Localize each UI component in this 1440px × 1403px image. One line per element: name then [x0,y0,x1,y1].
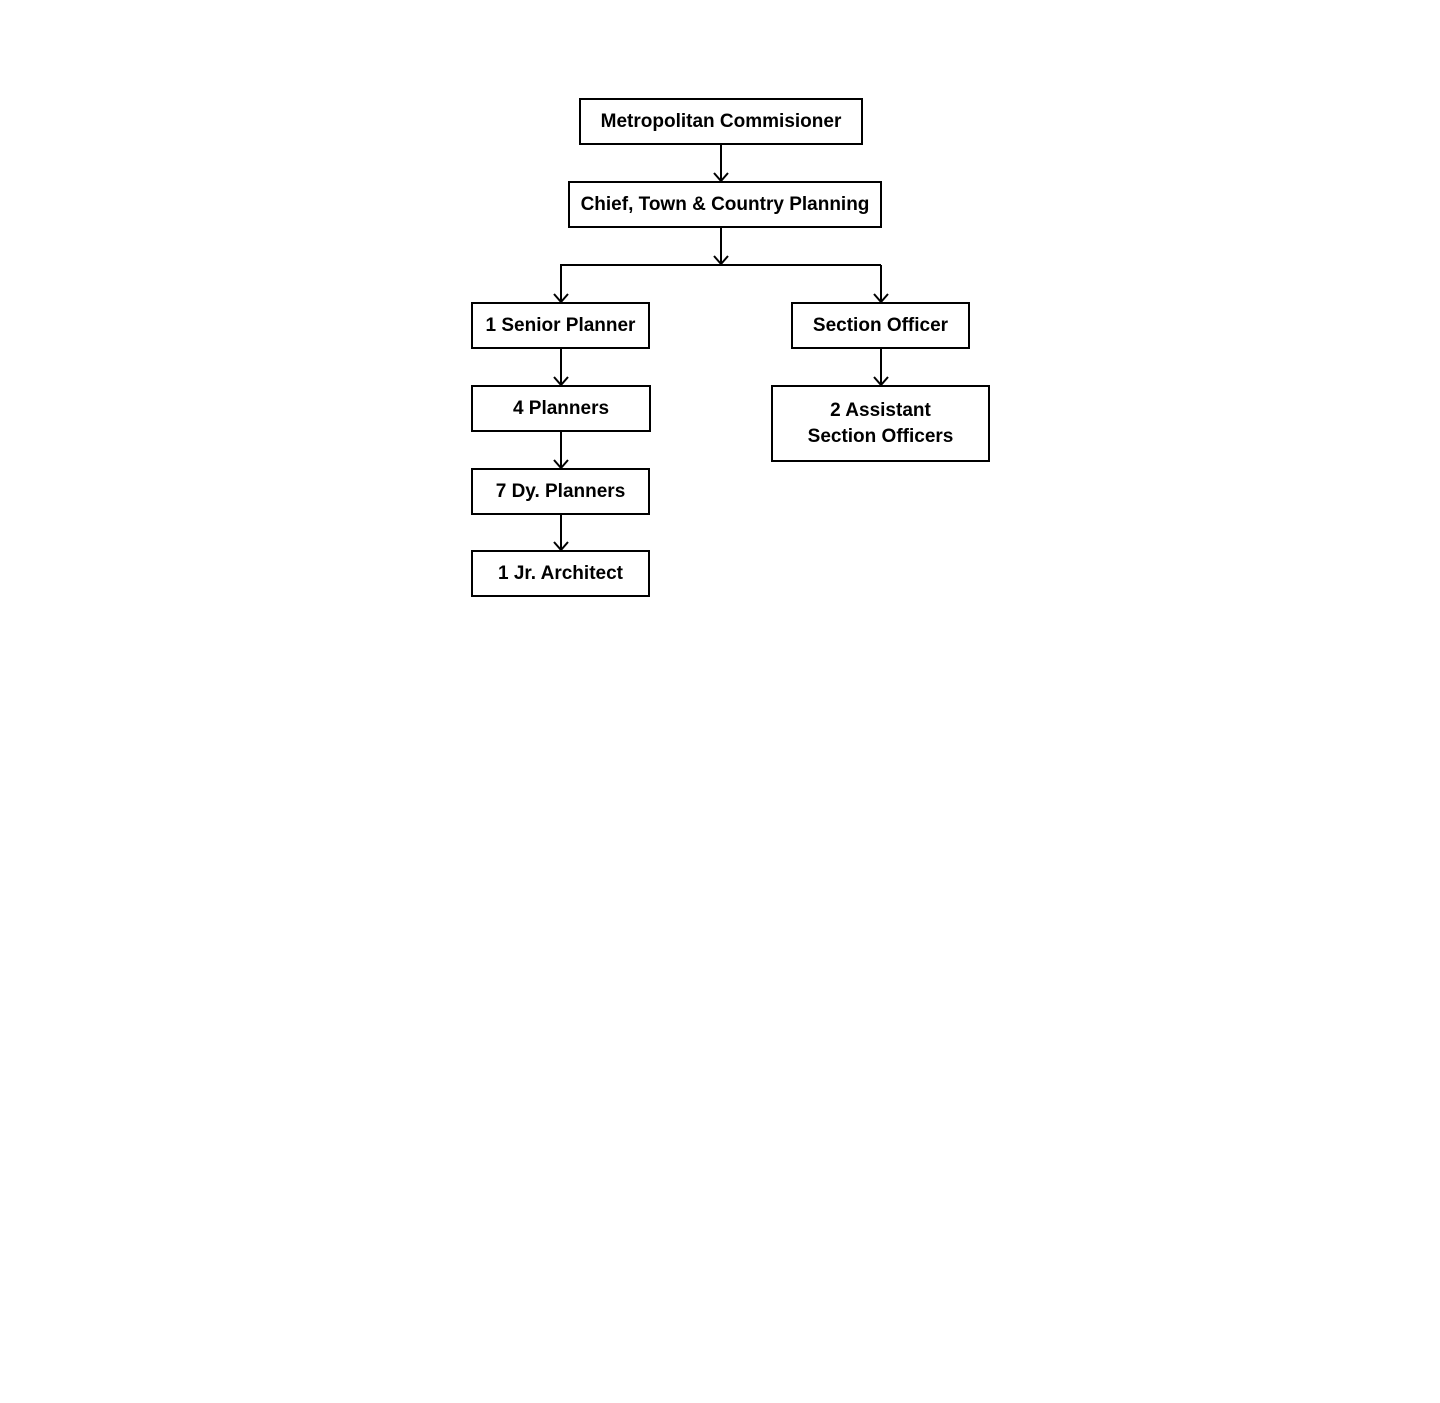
node-chief [568,181,882,228]
node-label: Chief, Town & Country Planning [580,193,870,215]
node-commissioner [579,98,863,145]
node-label-line-1: 2 Assistant [830,399,931,421]
node-planners [471,385,651,432]
node-label: 4 Planners [512,397,610,419]
node-label: Section Officer [812,314,949,336]
node-assistant-section-officers [771,385,990,462]
node-label: 1 Jr. Architect [498,562,623,584]
node-senior-planner [471,302,650,349]
node-section-officer [791,302,970,349]
node-label: Metropolitan Commisioner [600,110,842,132]
node-label-line-2: Section Officers [807,425,954,447]
node-label: 1 Senior Planner [485,314,636,336]
node-label: 7 Dy. Planners [495,480,626,502]
node-jr-architect [471,550,650,597]
node-dy-planners [471,468,650,515]
